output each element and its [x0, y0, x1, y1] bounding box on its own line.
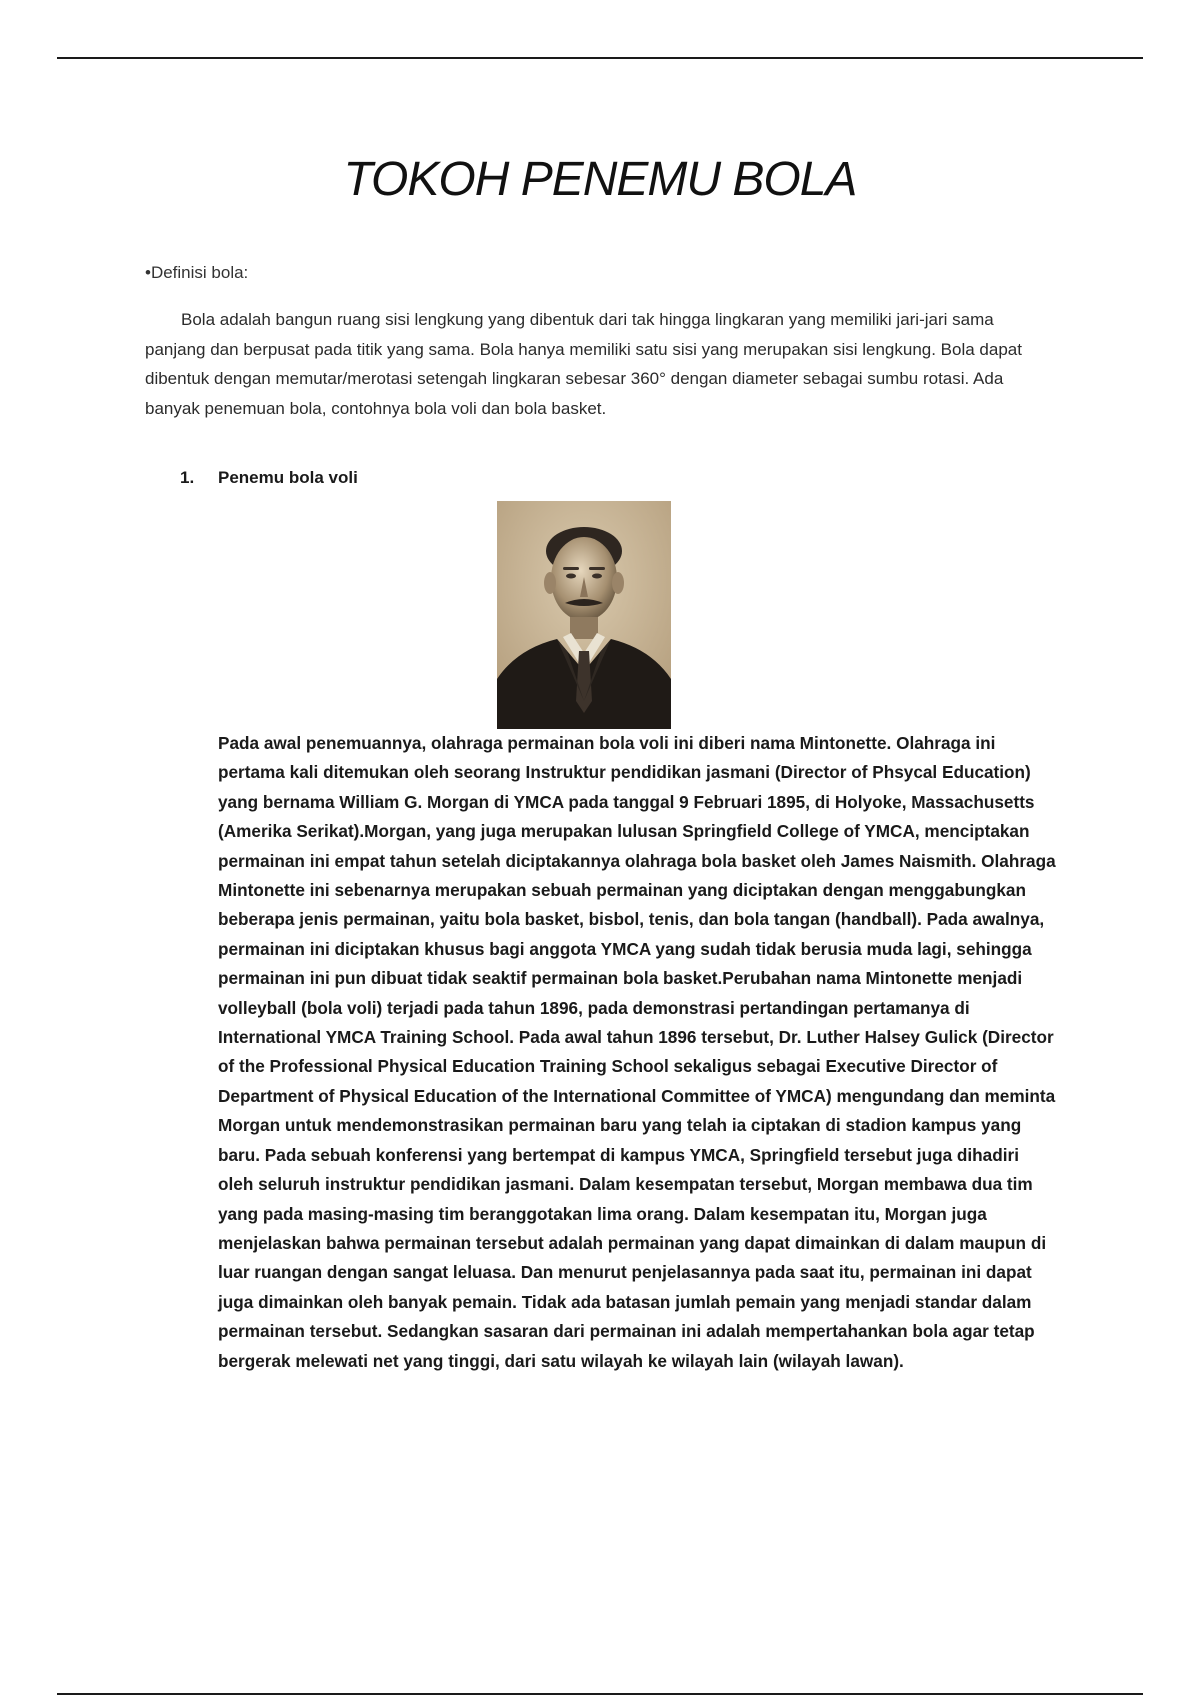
section-heading-text: Penemu bola voli: [218, 468, 358, 487]
portrait-photo-icon: [497, 501, 671, 729]
top-divider: [57, 57, 1143, 59]
definition-label: •Definisi bola:: [145, 263, 249, 282]
section-number: 1.: [180, 468, 195, 487]
section-heading-volleyball: [180, 468, 358, 488]
volleyball-history-paragraph: Pada awal penemuannya, olahraga permainan bola voli ini diberi nama Mintonette. Olahraga ini pertama kali ditemukan oleh seorang Instruktur pendidikan jasmani (Director of Phsycal Education) yang bernama William G. Morgan di YMCA pada tanggal 9 Februari 1895, di Holyoke, Massachusetts (Amerika Serikat).Morgan, yang juga merupakan lulusan Springfield College of YMCA, menciptakan permainan ini empat tahun setelah diciptakannya olahraga bola basket oleh James Naismith. Olahraga Mintonette ini sebenarnya merupakan sebuah permainan yang diciptakan dengan menggabungkan beberapa jenis permainan, yaitu bola basket, bisbol, tenis, dan bola tangan (handball). Pada awalnya, permainan ini diciptakan khusus bagi anggota YMCA yang sudah tidak berusia muda lagi, sehingga permainan ini pun dibuat tidak seaktif permainan bola basket.Perubahan nama Mintonette menjadi volleyball (bola voli) terjadi pada tahun 1896, pada demonstrasi pertandingan pertamanya di International YMCA Training School. Pada awal tahun 1896 tersebut, Dr. Luther Halsey Gulick (Director of the Professional Physical Education Training School sekaligus sebagai Executive Director of Department of Physical Education of the International Committee of YMCA) mengundang dan meminta Morgan untuk mendemonstrasikan permainan baru yang telah ia ciptakan di stadion kampus yang baru. Pada sebuah konferensi yang bertempat di kampus YMCA, Springfield tersebut juga dihadiri oleh seluruh instruktur pendidikan jasmani. Dalam kesempatan tersebut, Morgan membawa dua tim yang pada masing-masing tim beranggotakan lima orang. Dalam kesempatan itu, Morgan juga menjelaskan bahwa permainan tersebut adalah permainan yang dapat dimainkan di dalam maupun di luar ruangan dengan sangat leluasa. Dan menurut penjelasannya pada saat itu, permainan ini dapat juga dimainkan oleh banyak pemain. Tidak ada batasan jumlah pemain yang menjadi standar dalam permainan tersebut. Sedangkan sasaran dari permainan ini adalah mempertahankan bola agar tetap bergerak melewati net yang tinggi, dari satu wilayah ke wilayah lain (wilayah lawan).: [218, 733, 1056, 1371]
intro-paragraph: Bola adalah bangun ruang sisi lengkung yang dibentuk dari tak hingga lingkaran yang memiliki jari-jari sama panjang dan berpusat pada titik yang sama. Bola hanya memiliki satu sisi yang merupakan sisi lengkung. Bola dapat dibentuk dengan memutar/merotasi setengah lingkaran sebesar 360° dengan diameter sebagai sumbu rotasi. Ada banyak penemuan bola, contohnya bola voli dan bola basket.: [145, 310, 1022, 418]
bottom-divider: [57, 1693, 1143, 1695]
page-title: TOKOH PENEMU BOLA: [343, 153, 857, 206]
portrait-photo: [497, 501, 671, 729]
